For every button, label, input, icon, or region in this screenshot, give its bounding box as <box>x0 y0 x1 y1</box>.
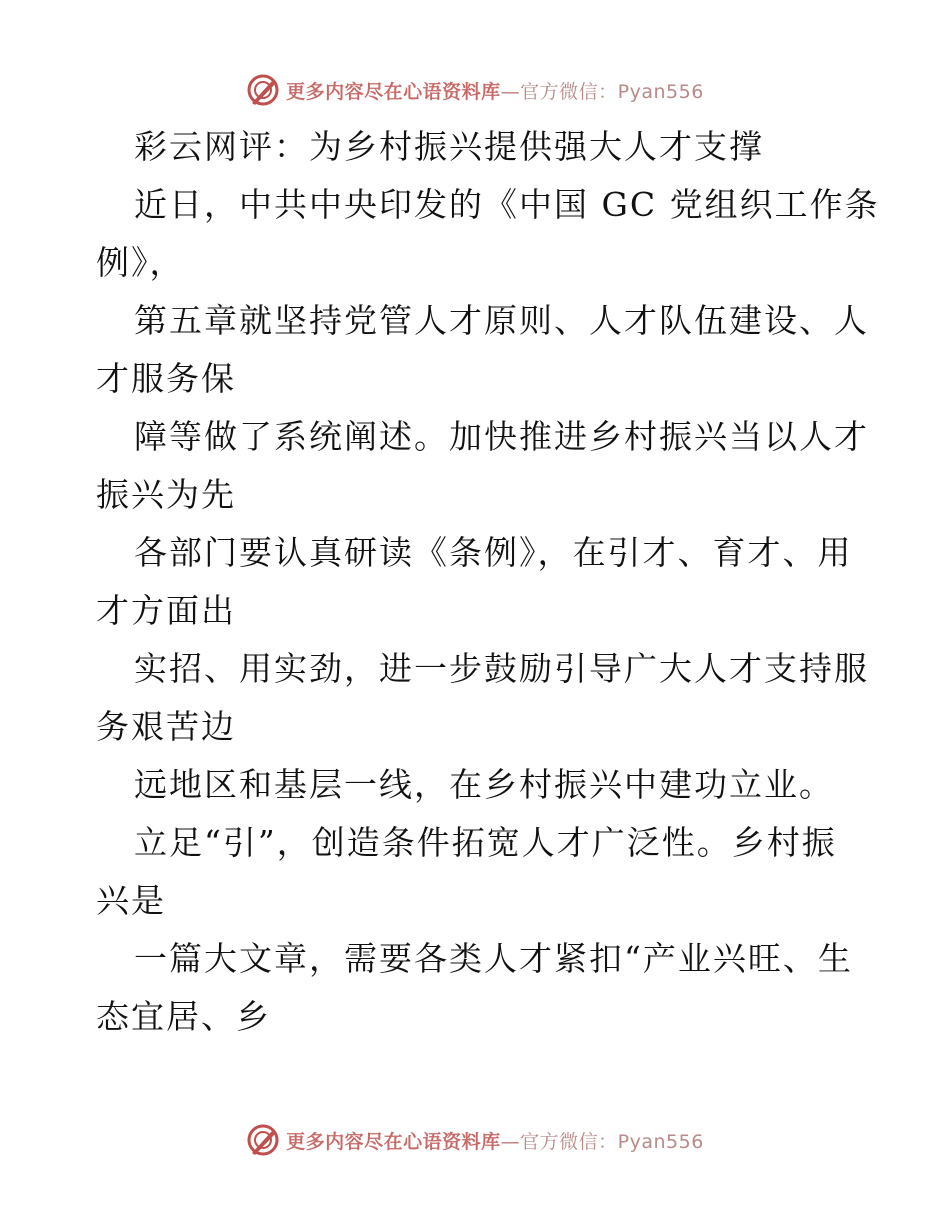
paragraph-line: 第五章就坚持党管人才原则、人才队伍建设、人 <box>134 301 869 340</box>
paragraph-line: 例》， <box>96 243 185 282</box>
paragraph-line: 各部门要认真研读《条例》，在引才、育才、用 <box>134 533 853 572</box>
header-banner <box>0 70 950 110</box>
paragraph-line: 远地区和基层一线，在乡村振兴中建功立业。 <box>134 765 834 804</box>
paragraph-line: 务艰苦边 <box>96 707 236 746</box>
footer-banner-text <box>286 1127 704 1154</box>
paragraph-line: 实招、用实劲，进一步鼓励引导广大人才支持服 <box>134 649 869 688</box>
paragraph-line: 一篇大文章，需要各类人才紧扣“产业兴旺、生 <box>134 939 853 978</box>
footer-banner-separator: — <box>500 1130 521 1153</box>
paragraph-line: 才方面出 <box>96 591 236 630</box>
paragraph-line: 近日，中共中央印发的《中国 GC 党组织工作条 <box>134 185 880 224</box>
document-title: 彩云网评：为乡村振兴提供强大人才支撑 <box>134 127 764 166</box>
document-body <box>96 118 880 1046</box>
pen-logo-icon <box>246 1123 280 1157</box>
footer-banner <box>0 1120 950 1160</box>
footer-banner-cn: 更多内容尽在心语资料库 <box>286 1130 501 1153</box>
paragraph-line: 态宜居、乡 <box>96 997 271 1036</box>
header-banner-wechat: 官方微信：Pyan556 <box>520 80 704 103</box>
header-banner-separator: — <box>500 80 521 103</box>
header-banner-cn: 更多内容尽在心语资料库 <box>286 80 501 103</box>
paragraph-line: 障等做了系统阐述。加快推进乡村振兴当以人才 <box>134 417 869 456</box>
paragraph-line: 兴是 <box>96 881 166 920</box>
paragraph-line: 才服务保 <box>96 359 236 398</box>
header-banner-text <box>286 77 704 104</box>
footer-banner-wechat: 官方微信：Pyan556 <box>520 1130 704 1153</box>
paragraph-line: 立足“引”，创造条件拓宽人才广泛性。乡村振 <box>134 823 837 862</box>
paragraph-line: 振兴为先 <box>96 475 236 514</box>
pen-logo-icon <box>246 73 280 107</box>
